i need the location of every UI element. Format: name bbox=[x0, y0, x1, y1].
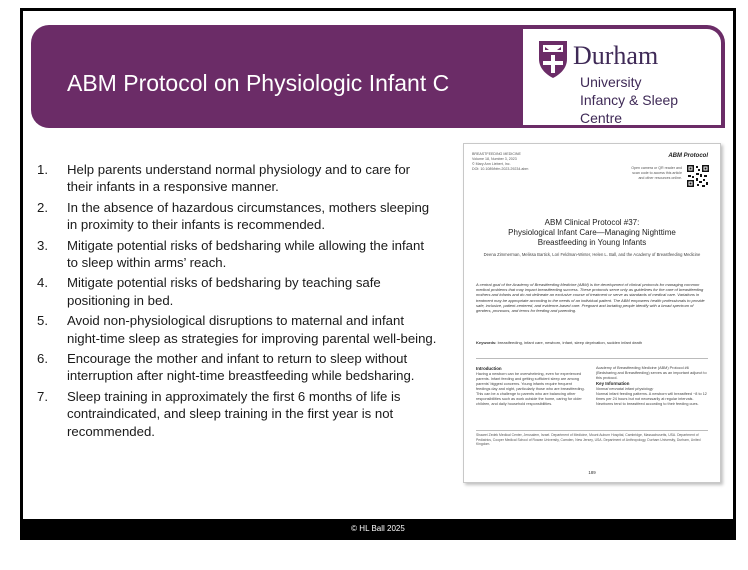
footer-copyright: © HL Ball 2025 bbox=[351, 524, 405, 533]
paper-keywords: Keywords: breastfeeding, infant care, newborn, infant, sleep deprivation, sudden infant death bbox=[476, 340, 643, 345]
paper-title: ABM Clinical Protocol #37: Physiological Infant Care—Managing Nighttime Breastfeeding in Young Infants bbox=[508, 218, 676, 247]
paper-footnotes: Shaarei Zedek Medical Center, Jerusalem, Israel. Department of Medicine, Mount Auburn Hospital, Cambridge, Massachusetts, USA. Department of Pediatrics, Cooper Medical School of Rowan University, Camden, New Jersey, USA. Department of Anthropology, Durham University, Durham, United Kingdom. bbox=[476, 430, 708, 447]
list-item-number: 3. bbox=[37, 237, 48, 253]
list-item bbox=[37, 312, 437, 347]
list-item-text: Help parents understand normal physiology and to care for their infants in a responsive manner. bbox=[67, 162, 411, 195]
list-item-text: Mitigate potential risks of bedsharing by teaching safe positioning in bed. bbox=[67, 275, 381, 308]
list-item bbox=[37, 274, 437, 309]
paper-abstract: A central goal of the Academy of Breastfeeding Medicine (ABM) is the development of clinical protocols for managing common medical problems that may impact breastfeeding success. These protocols serve only as guidelines for the care of breastfeeding mothers and infants and do not delineate an exclusive course of treatment or serve as standards of medical care. Variations in treatment may be appropriate according to the needs of an individual patient. The ABM empowers health professionals to provide safe, inclusive, patient-centered, and evidence-based care. Pregnant and lactating people identify with a broad spectrum of genders, pronouns, and terms for feeding and parenting. bbox=[476, 282, 705, 314]
logo-line-university: University bbox=[580, 74, 642, 90]
list-item-number: 7. bbox=[37, 388, 48, 404]
list-item-text: Encourage the mother and infant to return to sleep without interruption after night-time breastfeeding while bedsharing. bbox=[67, 351, 415, 384]
slide-content bbox=[23, 11, 733, 519]
slide-frame bbox=[20, 8, 736, 540]
qr-code-icon bbox=[686, 164, 710, 188]
list-item-number: 1. bbox=[37, 162, 48, 177]
durham-logo bbox=[523, 29, 721, 125]
slide-title: ABM Protocol on Physiologic Infant C bbox=[67, 70, 450, 96]
list-item bbox=[37, 388, 437, 440]
footer-bar bbox=[23, 520, 733, 538]
list-item bbox=[37, 199, 437, 234]
paper-journal-info: BREASTFEEDING MEDICINE Volume 18, Number 3, 2023 © Mary Ann Liebert, Inc. DOI: 10.1089/bfm.2023.29234.abm bbox=[472, 152, 529, 171]
recommendation-list bbox=[37, 161, 437, 443]
logo-university-name: Durham bbox=[573, 41, 659, 70]
list-item bbox=[37, 237, 437, 272]
list-item bbox=[37, 161, 437, 196]
paper-authors: Deena Zimmerman, Melissa Bartick, Lori Feldman-Winter, Helen L. Ball, and the Academy of Breastfeeding Medicine bbox=[483, 252, 701, 257]
paper-column-right: Academy of Breastfeeding Medicine (ABM) Protocol #6 (Bedsharing and Breastfeeding) serves as an important adjunct to this protocol. Key Information Normal neonatal infant physiology Normal infant feeding patterns. A newborn will breastfeed ~8 to 12 times per 24 hours but not necessarily at regular intervals. Newborns tend to breastfeed according to their feeding cues. bbox=[596, 366, 707, 406]
paper-qr-caption: Open camera or QR reader and scan code to access this article and other resources online. bbox=[631, 166, 682, 180]
list-item-number: 4. bbox=[37, 275, 48, 291]
durham-shield-icon bbox=[537, 39, 569, 79]
paper-column-left: Introduction Having a newborn can be overwhelming, even for experienced parents. Infant feeding and getting sufficient sleep are among parents' biggest concerns. Young infants require frequent feedings day and night, particularly those who are breastfeeding. This can be a challenge to parents who are balancing other responsibilities such as work outside the home, caring for older children, and daily household responsibilities. bbox=[476, 366, 585, 406]
protocol-paper-thumbnail bbox=[463, 143, 721, 483]
paper-header-label: ABM Protocol bbox=[668, 153, 708, 159]
list-item-number: 6. bbox=[37, 351, 48, 367]
list-item-number: 2. bbox=[37, 199, 48, 215]
logo-line-centre: Infancy & Sleep Centre bbox=[580, 92, 679, 126]
list-item bbox=[37, 350, 437, 385]
list-item-text: Avoid non-physiological disruptions to maternal and infant night-time sleep as strategies for improving parental well-being. bbox=[67, 313, 437, 346]
list-item-text: Mitigate potential risks of bedsharing while allowing the infant to sleep within arms’ reach. bbox=[67, 237, 424, 271]
list-item-number: 5. bbox=[37, 313, 48, 329]
list-item-text: In the absence of hazardous circumstances, mothers sleeping in proximity to their infants is recommended. bbox=[67, 199, 430, 233]
paper-page-number: 189 bbox=[588, 470, 596, 475]
paper-divider bbox=[476, 358, 708, 359]
list-item-text: Sleep training in approximately the first 6 months of life is contraindicated, and sleep training in the first year is not recommended. bbox=[67, 388, 401, 439]
